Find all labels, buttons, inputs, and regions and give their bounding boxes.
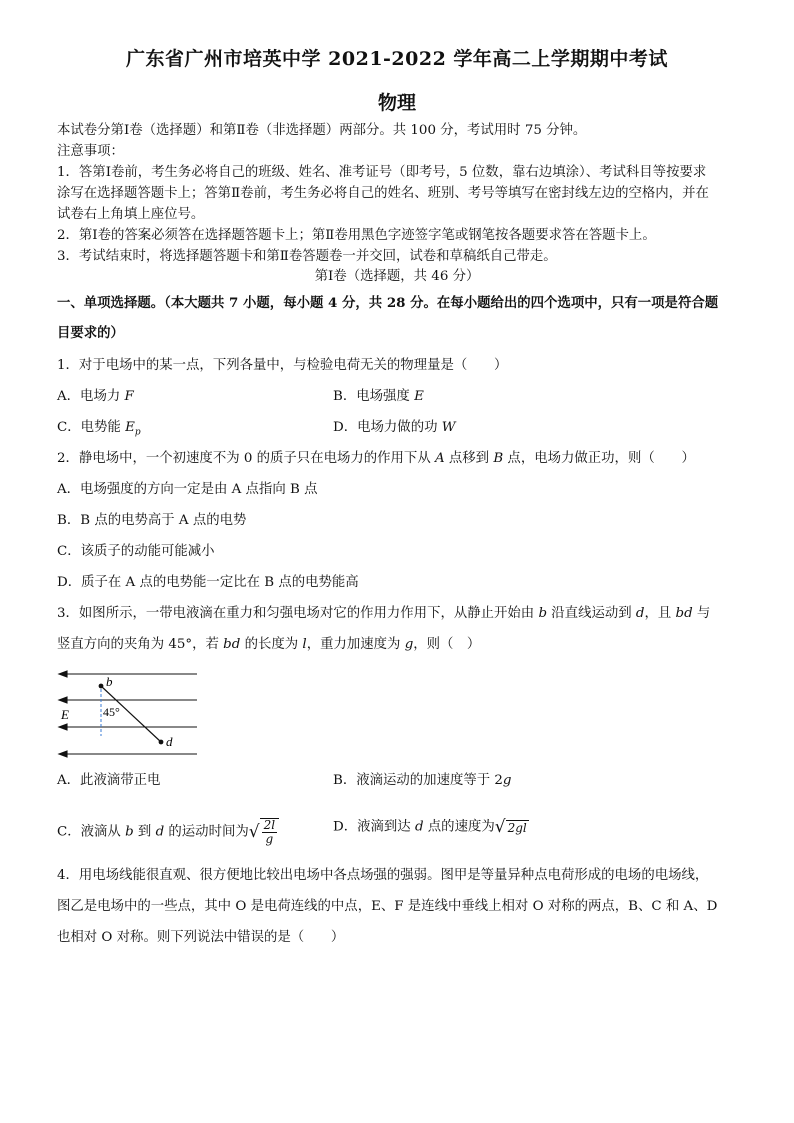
field-line-arrow-icon	[59, 697, 67, 703]
question-1-option-a: A．电场力 F	[57, 389, 134, 404]
fraction-numerator: 2l	[263, 818, 276, 832]
question-2-option-c: C．该质子的动能可能减小	[57, 544, 215, 559]
point-b	[99, 684, 104, 689]
question-3-stem-cont: 竖直方向的夹角为 45°，若 bd 的长度为 l，重力加速度为 g，则（ ）	[57, 637, 481, 652]
field-line-arrow-icon	[59, 751, 67, 757]
label-d: d	[166, 734, 173, 749]
exam-intro: 本试卷分第Ⅰ卷（选择题）和第Ⅱ卷（非选择题）两部分。共 100 分，考试用时 75 分钟。	[57, 123, 587, 138]
label-field-E: E	[61, 707, 69, 722]
exam-title: 广东省广州市培英中学 2021-2022 学年高二上学期期中考试	[126, 48, 668, 70]
question-4-stem-cont: 也相对 O 对称。则下列说法中错误的是（ ）	[57, 930, 345, 945]
label-angle: 45°	[103, 705, 120, 719]
question-3-option-d: D．液滴到达 d 点的速度为√ 2gl	[333, 817, 527, 837]
question-3-option-b: B．液滴运动的加速度等于 2g	[333, 773, 512, 788]
question-2-option-d: D．质子在 A 点的电势能一定比在 B 点的电势能高	[57, 575, 359, 590]
notice-item-3: 3．考试结束时，将选择题答题卡和第Ⅱ卷答题卷一并交回，试卷和草稿纸自己带走。	[57, 249, 557, 264]
field-line-arrow-icon	[59, 724, 67, 730]
notice-item-2: 2．第Ⅰ卷的答案必须答在选择题答题卡上；第Ⅱ卷用黑色字迹签字笔或钢笔按各题要求答在答题卡上。	[57, 228, 656, 243]
part1-heading: 第Ⅰ卷（选择题，共 46 分）	[314, 269, 480, 284]
notice-item-1-cont: 涂写在选择题答题卡上；答第Ⅱ卷前，考生务必将自己的姓名、班别、考号等填写在密封线左边的空格内，并在	[57, 186, 709, 201]
point-d	[159, 740, 164, 745]
fraction-denominator: g	[265, 832, 274, 846]
question-3-stem: 3．如图所示，一带电液滴在重力和匀强电场对它的作用力作用下，从静止开始由 b 沿直线运动到 d，且 bd 与	[57, 606, 711, 621]
question-2-option-b: B．B 点的电势高于 A 点的电势	[57, 513, 247, 528]
question-3-option-c: C．液滴从 b 到 d 的运动时间为√ $\frac{2l}{g}$	[57, 818, 279, 846]
question-1-option-d: D．电场力做的功 W	[333, 420, 456, 435]
field-line-arrow-icon	[59, 671, 67, 677]
question-1-stem: 1．对于电场中的某一点，下列各量中，与检验电荷无关的物理量是（ ）	[57, 358, 508, 373]
question-2-option-a: A．电场强度的方向一定是由 A 点指向 B 点	[57, 482, 318, 497]
label-b: b	[106, 674, 113, 689]
question-1-option-c: C．电势能 $E_p$	[57, 420, 141, 438]
question-2-stem: 2．静电场中，一个初速度不为 0 的质子只在电场力的作用下从 A 点移到 B 点，电场力做正功，则（ ）	[57, 451, 695, 466]
question-1-option-b: B．电场强度 E	[333, 389, 424, 404]
notice-heading: 注意事项：	[57, 144, 124, 159]
notice-item-1-cont: 试卷右上角填上座位号。	[57, 207, 205, 222]
question-4-stem: 4．用电场线能很直观、很方便地比较出电场中各点场强的强弱。图甲是等量异种点电荷形成的电场的电场线，	[57, 868, 709, 883]
subject-title: 物理	[377, 92, 416, 114]
section-heading: 一、单项选择题。（本大题共 7 小题，每小题 4 分，共 28 分。在每小题给出的四个选项中，只有一项是符合题	[57, 295, 719, 311]
electric-field-figure	[57, 666, 207, 762]
question-3-option-a: A．此液滴带正电	[57, 773, 161, 788]
question-4-stem-cont: 图乙是电场中的一些点，其中 O 是电荷连线的中点，E、F 是连线中垂线上相对 O 对称的两点，B、C 和 A、D	[57, 899, 718, 914]
section-heading-cont: 目要求的）	[57, 325, 124, 341]
notice-item-1: 1．答第Ⅰ卷前，考生务必将自己的班级、姓名、准考证号（即考号，5 位数，靠右边填涂）、考试科目等按要求	[57, 165, 707, 180]
